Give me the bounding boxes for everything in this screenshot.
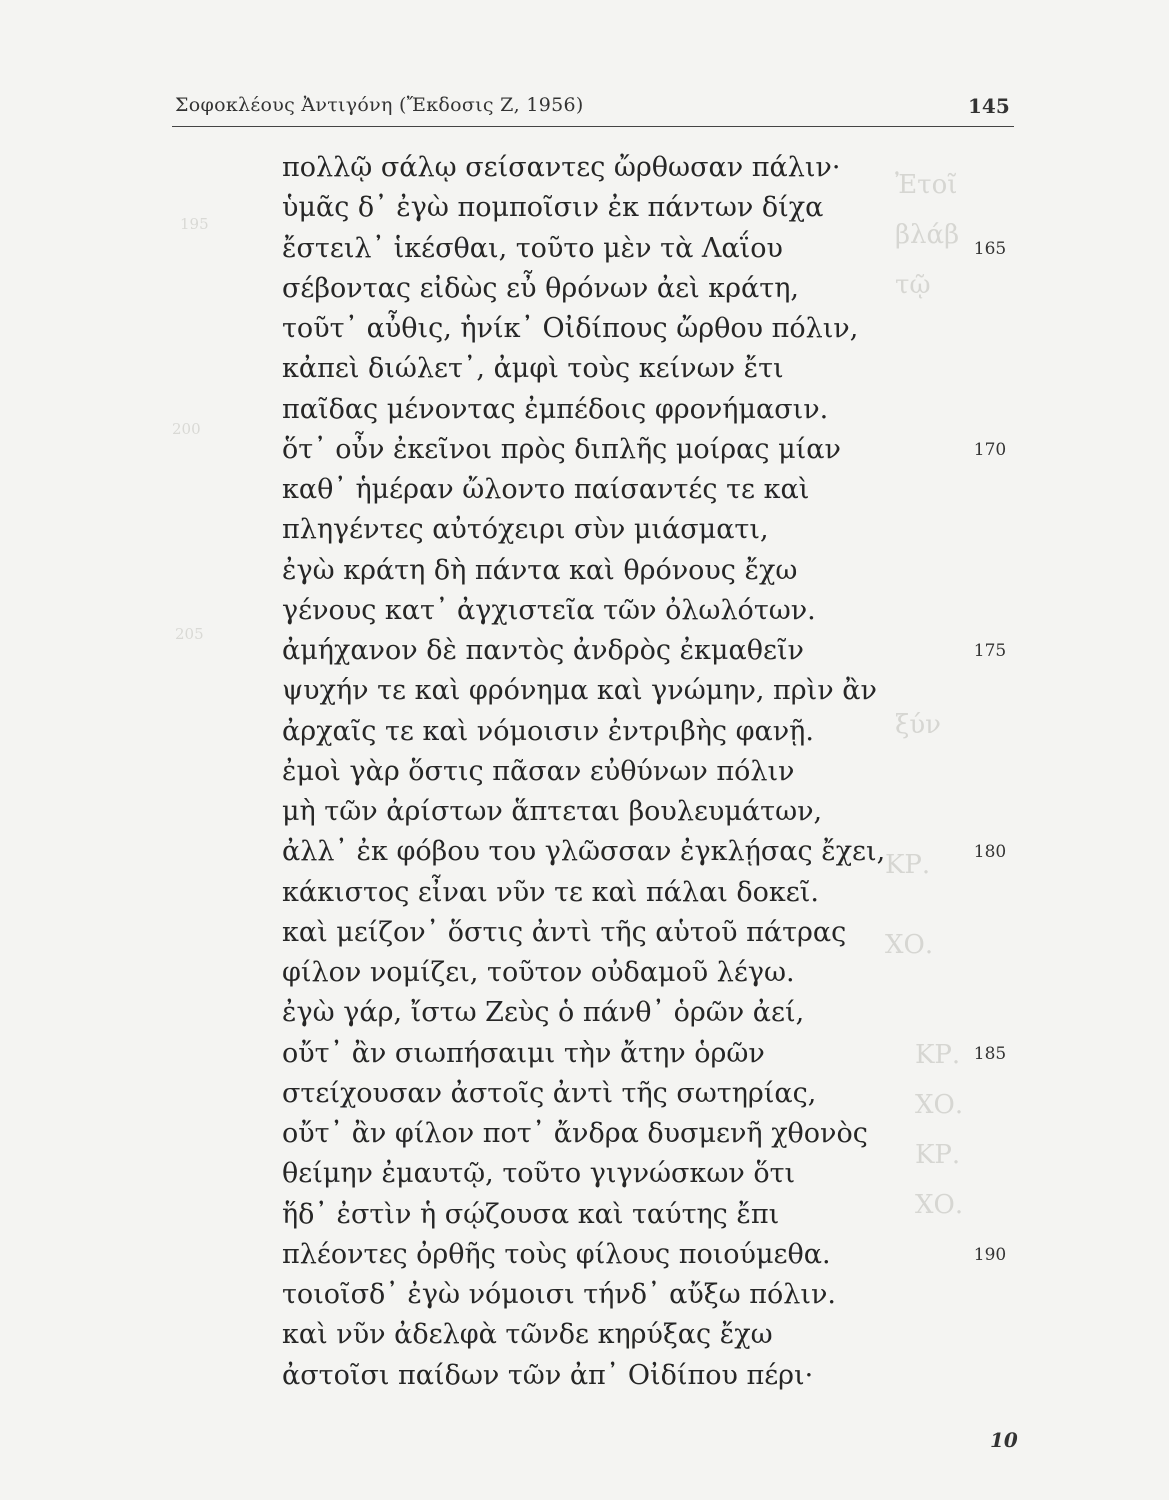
verse-line: κάκιστος εἶναι νῦν τε καὶ πάλαι δοκεῖ.: [282, 876, 819, 908]
verse-line: ὅτ᾽ οὖν ἐκεῖνοι πρὸς διπλῆς μοίρας μίαν: [282, 433, 841, 465]
bleed-number: 195: [180, 215, 209, 233]
verse-line: σέβοντας εἰδὼς εὖ θρόνων ἀεὶ κράτη,: [282, 272, 799, 304]
verse-line: φίλον νομίζει, τοῦτον οὐδαμοῦ λέγω.: [282, 957, 795, 988]
verse-line: πολλῷ σάλῳ σείσαντες ὤρθωσαν πάλιν·: [282, 152, 841, 183]
verse-line: πλέοντες ὀρθῆς τοὺς φίλους ποιούμεθα.: [282, 1238, 831, 1270]
verse-line: ἐγὼ γάρ, ἴστω Ζεὺς ὁ πάνθ᾽ ὁρῶν ἀεί,: [282, 997, 805, 1029]
verse-line: ἥδ᾽ ἐστὶν ἡ σῴζουσα καὶ ταύτης ἔπι: [282, 1198, 780, 1230]
verse-line: ἐμοὶ γὰρ ὅστις πᾶσαν εὐθύνων πόλιν: [282, 755, 795, 787]
verse-block: [282, 148, 922, 1396]
bleed-number: 205: [175, 625, 204, 643]
line-number: 170: [973, 439, 1007, 460]
verse-line: ἔστειλ᾽ ἱκέσθαι, τοῦτο μὲν τὰ Λαΐου: [282, 232, 783, 264]
bleed-number: 200: [172, 420, 201, 438]
verse-line: ὑμᾶς δ᾽ ἐγὼ πομποῖσιν ἐκ πάντων δίχα: [282, 192, 824, 224]
line-number: 175: [973, 641, 1007, 661]
bleed-through: Ἐτοῖ βλάβ τῷ ξύν ΚΡ. ΧΟ. ΚΡ. ΧΟ. ΚΡ. ΧΟ.: [885, 170, 964, 1220]
verse-line: γένους κατ᾽ ἀγχιστεῖα τῶν ὀλωλότων.: [282, 594, 816, 626]
line-number: 165: [973, 238, 1007, 259]
verse-line: πληγέντες αὐτόχειρι σὺν μιάσματι,: [282, 514, 769, 546]
verse-line: ἀλλ᾽ ἐκ φόβου του γλῶσσαν ἐγκλῄσας ἔχει,: [282, 836, 886, 868]
verse-line: τοιοῖσδ᾽ ἐγὼ νόμοισι τήνδ᾽ αὔξω πόλιν.: [282, 1279, 836, 1310]
verse-line: ἀστοῖσι παίδων τῶν ἀπ᾽ Οἰδίπου πέρι·: [282, 1359, 814, 1391]
running-header-title: Σοφοκλέους Ἀντιγόνη (Ἔκδοσις Ζ, 1956): [175, 94, 584, 116]
header-rule: [172, 126, 1014, 127]
verse-line: ἐγὼ κράτη δὴ πάντα καὶ θρόνους ἔχω: [282, 554, 798, 586]
line-number: 190: [973, 1244, 1007, 1265]
signature-number: 10: [990, 1428, 1018, 1452]
verse-line: παῖδας μένοντας ἐμπέδοις φρονήμασιν.: [282, 393, 829, 425]
verse-line: καθ᾽ ἡμέραν ὤλοντο παίσαντές τε καὶ: [282, 474, 810, 505]
verse-line: στείχουσαν ἀστοῖς ἀντὶ τῆς σωτηρίας,: [282, 1077, 817, 1109]
verse-line: οὔτ᾽ ἂν φίλον ποτ᾽ ἄνδρα δυσμενῆ χθονὸς: [282, 1118, 868, 1149]
running-header-page-number: 145: [968, 94, 1010, 118]
verse-line: ἀρχαῖς τε καὶ νόμοισιν ἐντριβὴς φανῇ.: [282, 715, 814, 747]
verse-line: μὴ τῶν ἀρίστων ἅπτεται βουλευμάτων,: [282, 796, 823, 827]
verse-line: θείμην ἐμαυτῷ, τοῦτο γιγνώσκων ὅτι: [282, 1158, 796, 1190]
verse-line: κἀπεὶ διώλετ᾽, ἀμφὶ τοὺς κείνων ἔτι: [282, 353, 784, 385]
verse-line: ἀμήχανον δὲ παντὸς ἀνδρὸς ἐκμαθεῖν: [282, 635, 804, 666]
verse-line: καὶ μείζον᾽ ὅστις ἀντὶ τῆς αὑτοῦ πάτρας: [282, 916, 847, 948]
verse-line: οὔτ᾽ ἂν σιωπήσαιμι τὴν ἄτην ὁρῶν: [282, 1037, 765, 1069]
line-number: 185: [973, 1043, 1007, 1064]
line-number: 180: [973, 842, 1007, 863]
verse-line: τοῦτ᾽ αὖθις, ἡνίκ᾽ Οἰδίπους ὤρθου πόλιν,: [282, 313, 859, 344]
verse-line: ψυχήν τε καὶ φρόνημα καὶ γνώμην, πρὶν ἂν: [282, 675, 877, 707]
verse-line: καὶ νῦν ἀδελφὰ τῶνδε κηρύξας ἔχω: [282, 1319, 773, 1351]
